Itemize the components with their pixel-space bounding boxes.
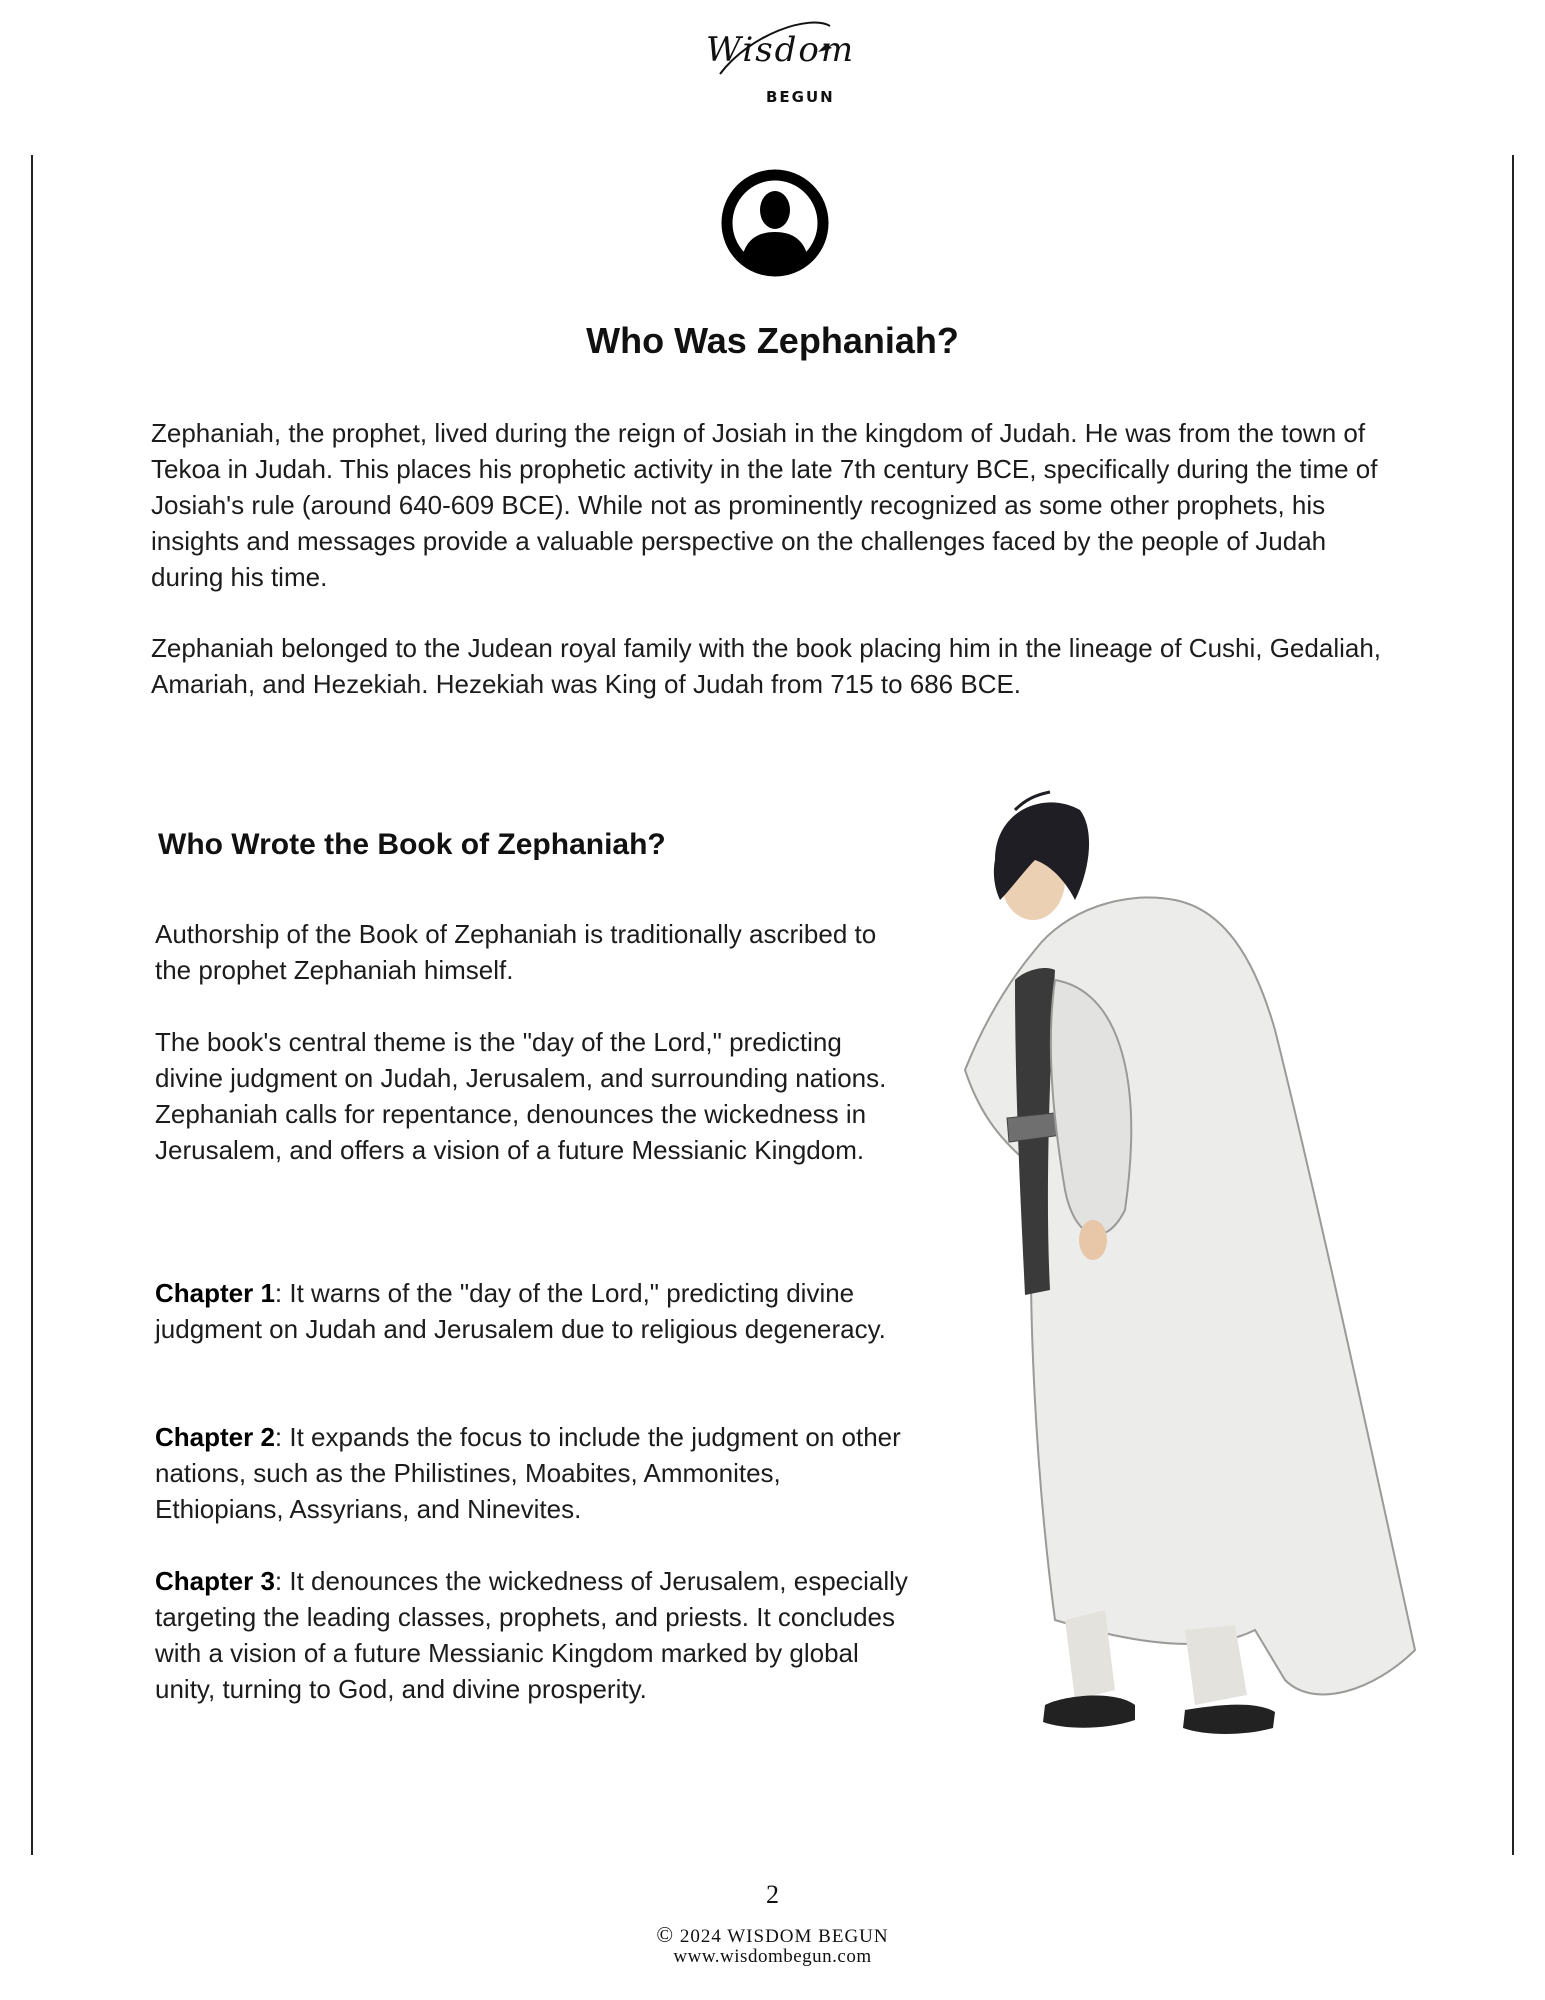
chapter-3-text: : It denounces the wickedness of Jerusalem, especially targeting the leading classes, prophets, and priests. It concludes with a vision of a future Messianic Kingdom marked by global unity, turning to God, and divine prosperity. — [155, 1566, 908, 1704]
wisdom-begun-logo — [700, 14, 856, 106]
chapter-1-text: : It warns of the "day of the Lord," predicting divine judgment on Judah and Jerusalem due to religious degeneracy. — [155, 1278, 886, 1344]
copyright-text: 2024 WISDOM BEGUN — [679, 1926, 889, 1947]
chapter-3-paragraph — [155, 1563, 915, 1707]
logo-sub-text: BEGUN — [766, 88, 835, 106]
chapter-2-label: Chapter 2 — [155, 1422, 275, 1452]
chapter-1-label: Chapter 1 — [155, 1278, 275, 1308]
chapter-3-label: Chapter 3 — [155, 1566, 275, 1596]
prophet-illustration — [955, 770, 1435, 1790]
copyright-icon: © — [656, 1922, 675, 1947]
intro-paragraph: Zephaniah, the prophet, lived during the reign of Josiah in the kingdom of Judah. He was from the town of Tekoa in Judah. This places his prophetic activity in the late 7th century BCE, specifically during the time of Josiah's rule (around 640-609 BCE). While not as prominently recognized as some other prophets, his insights and messages provide a valuable perspective on the challenges faced by the people of Judah during his time. — [151, 418, 1378, 592]
page-number: 2 — [766, 1880, 779, 1909]
person-silhouette-icon — [720, 168, 830, 278]
lineage-paragraph: Zephaniah belonged to the Judean royal family with the book placing him in the lineage of Cushi, Gedaliah, Amariah, and Hezekiah. Hezekiah was King of Judah from 715 to 686 BCE. — [151, 633, 1382, 699]
chapter-2-text: : It expands the focus to include the judgment on other nations, such as the Philistines, Moabites, Ammonites, Ethiopians, Assyrians, and Ninevites. — [155, 1422, 901, 1524]
left-border-line — [31, 155, 33, 1855]
logo-script-text: Wisdom — [706, 30, 856, 70]
website-link[interactable]: www.wisdombegun.com — [673, 1946, 872, 1967]
authorship-paragraph: Authorship of the Book of Zephaniah is traditionally ascribed to the prophet Zephaniah himself. — [155, 919, 877, 985]
chapter-1-paragraph — [155, 1275, 915, 1347]
chapter-2-paragraph — [155, 1419, 915, 1527]
copyright-line — [0, 1922, 1545, 1948]
right-border-line — [1512, 155, 1514, 1855]
page-title: Who Was Zephaniah? — [586, 320, 959, 361]
section-heading: Who Wrote the Book of Zephaniah? — [158, 828, 666, 861]
theme-paragraph: The book's central theme is the "day of the Lord," predicting divine judgment on Judah, Jerusalem, and surrounding nations. Zephaniah calls for repentance, denounces the wickedness in Jerusalem, and offers a vision of a future Messianic Kingdom. — [155, 1027, 887, 1165]
